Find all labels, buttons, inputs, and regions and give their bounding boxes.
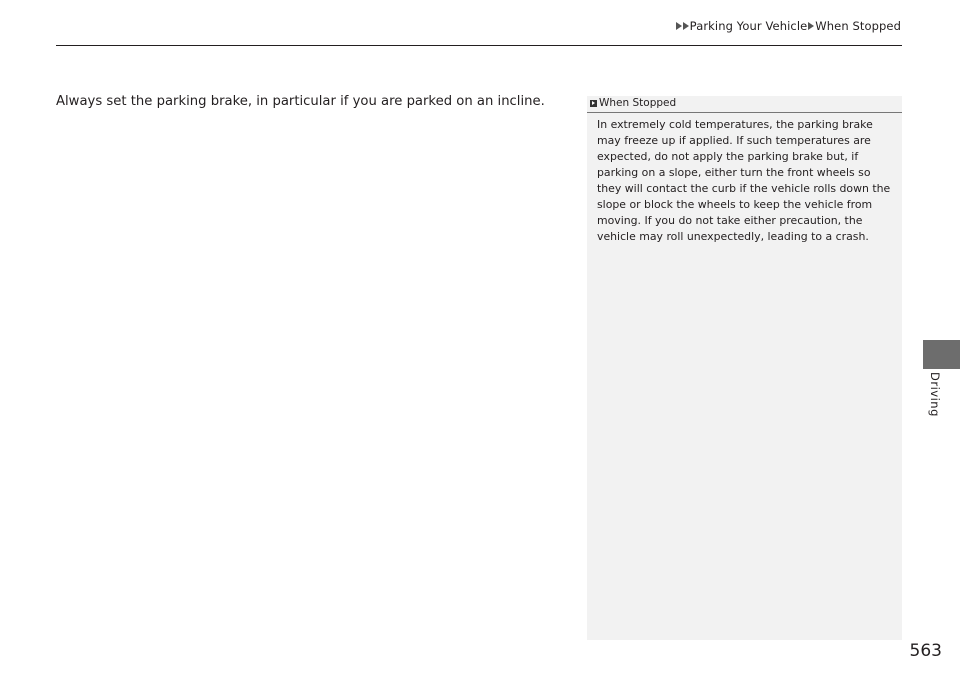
- main-paragraph: Always set the parking brake, in particular if you are parked on an incline.: [56, 94, 545, 109]
- side-note-body: In extremely cold temperatures, the parking brake may freeze up if applied. If such temperatures are expected, do not apply the parking brake but, if parking on a slope, either turn the front wheels so they will contact the curb if the vehicle rolls down the slope or block the wheels to keep the vehicle from moving. If you do not take either precaution, the vehicle may roll unexpectedly, leading to a crash.: [597, 118, 891, 243]
- breadcrumb-arrow-icon: [808, 22, 814, 30]
- breadcrumb: [676, 19, 901, 33]
- side-note-divider: [587, 112, 902, 113]
- header-divider: [56, 45, 902, 46]
- side-note-title: [590, 97, 676, 109]
- section-tab-label-text: Driving: [928, 372, 942, 417]
- side-note-title-text: When Stopped: [599, 97, 677, 109]
- section-tab-marker: [923, 340, 960, 369]
- breadcrumb-arrow-icon: [683, 22, 689, 30]
- reference-marker-icon: [590, 100, 597, 107]
- side-note-box: [587, 96, 902, 640]
- section-tab-label: [928, 372, 948, 432]
- breadcrumb-item-when-stopped: When Stopped: [815, 19, 901, 33]
- page-header: [0, 0, 960, 46]
- breadcrumb-arrow-icon: [676, 22, 682, 30]
- breadcrumb-item-parking-your-vehicle: Parking Your Vehicle: [689, 19, 808, 33]
- page-number: 563: [909, 641, 942, 661]
